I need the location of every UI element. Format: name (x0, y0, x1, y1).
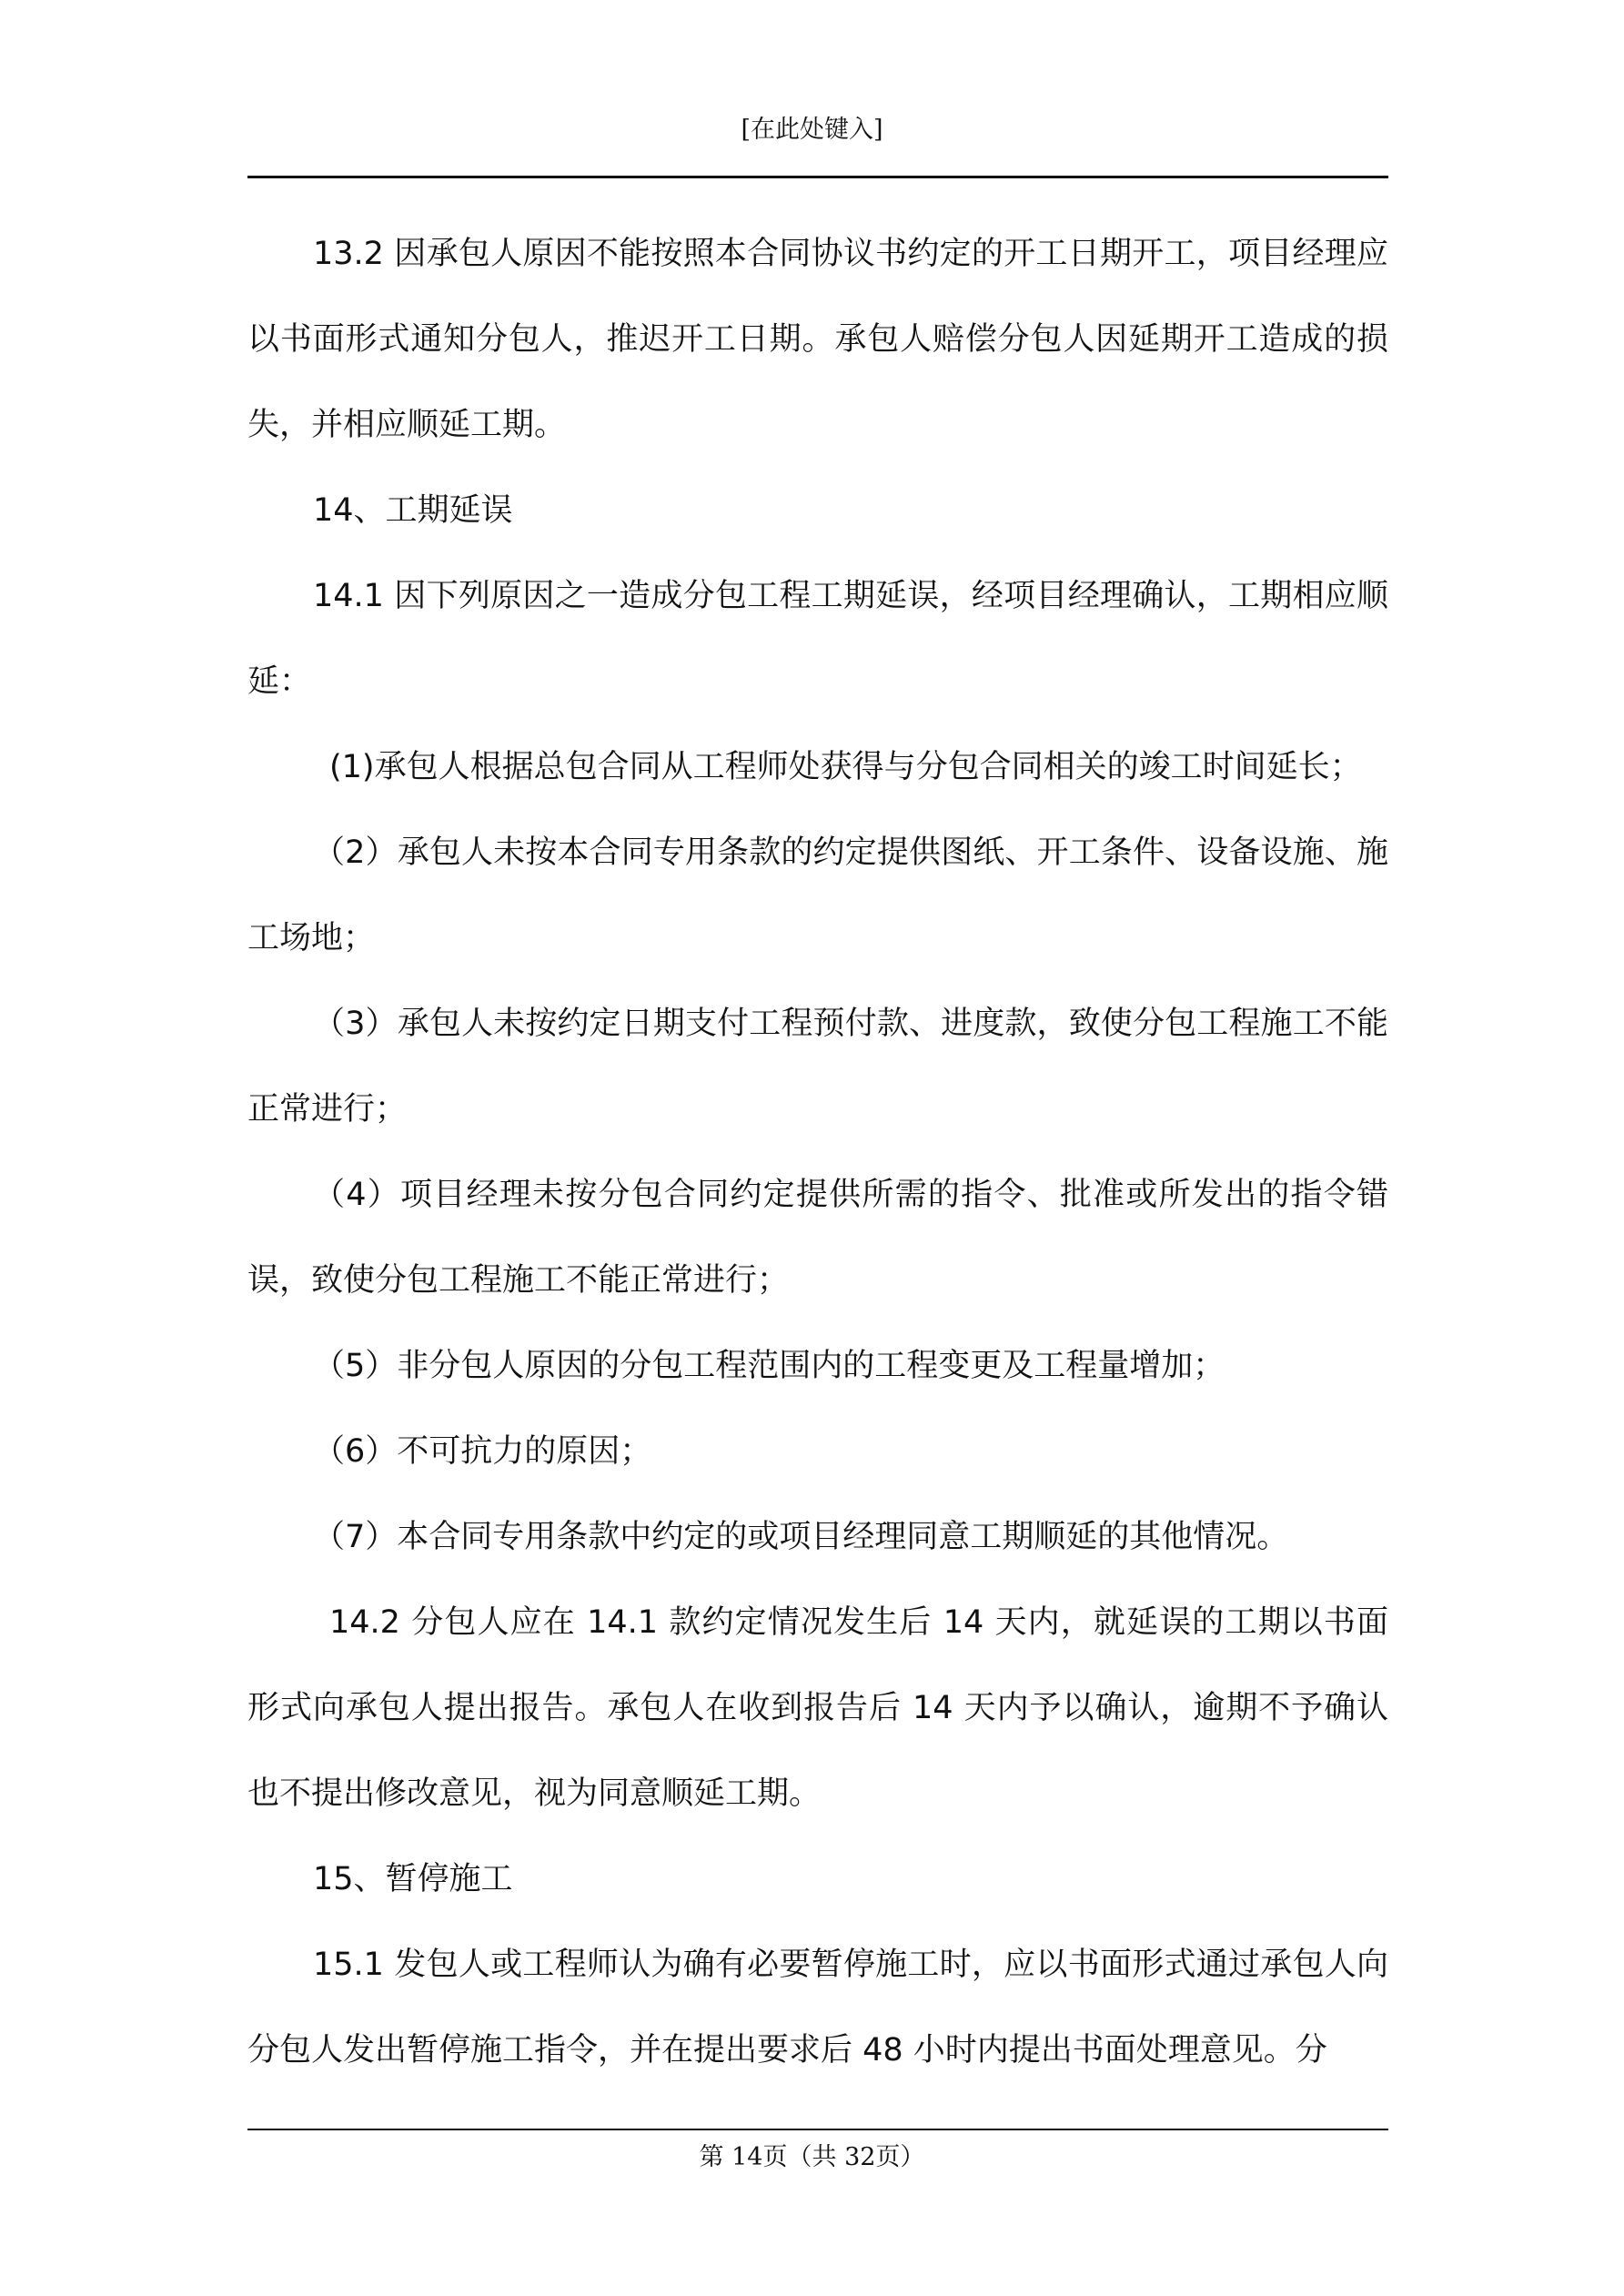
list-item-4: （4）项目经理未按分包合同约定提供所需的指令、批准或所发出的指令错误，致使分包工程施工不能正常进行； (247, 1177, 1388, 1299)
document-body (247, 211, 1388, 2093)
list-item-7: （7）本合同专用条款中约定的或项目经理同意工期顺延的其他情况。 (313, 1519, 1289, 1555)
header-divider (247, 176, 1388, 178)
page-header: [在此处键入] (741, 116, 883, 144)
paragraph-13-2: 13.2 因承包人原因不能按照本合同协议书约定的开工日期开工，项目经理应以书面形式通知分包人，推迟开工日期。承包人赔偿分包人因延期开工造成的损失，并相应顺延工期。 (247, 236, 1388, 443)
paragraph-15-1: 15.1 发包人或工程师认为确有必要暂停施工时，应以书面形式通过承包人向分包人发出暂停施工指令，并在提出要求后 48 小时内提出书面处理意见。分 (247, 1947, 1388, 2068)
list-item-1: (1)承包人根据总包合同从工程师处获得与分包合同相关的竣工时间延长； (329, 749, 1362, 785)
section-heading-15: 15、暂停施工 (313, 1861, 513, 1897)
list-item-2: （2）承包人未按本合同专用条款的约定提供图纸、开工条件、设备设施、施工场地； (247, 834, 1388, 956)
list-item-6: （6）不可抗力的原因； (313, 1433, 652, 1470)
list-item-3: （3）承包人未按约定日期支付工程预付款、进度款，致使分包工程施工不能正常进行； (247, 1006, 1388, 1128)
paragraph-14-2: 14.2 分包人应在 14.1 款约定情况发生后 14 天内，就延误的工期以书面形式向承包人提出报告。承包人在收到报告后 14 天内予以确认，逾期不予确认也不提出修改意见，视为同意顺延工期。 (247, 1604, 1388, 1812)
list-item-5: （5）非分包人原因的分包工程范围内的工程变更及工程量增加； (313, 1348, 1226, 1384)
page-footer: 第 14页（共 32页） (699, 2143, 925, 2171)
section-heading-14: 14、工期延误 (313, 492, 513, 529)
paragraph-14-1: 14.1 因下列原因之一造成分包工程工期延误，经项目经理确认，工期相应顺延： (247, 578, 1388, 700)
footer-divider (247, 2129, 1388, 2130)
